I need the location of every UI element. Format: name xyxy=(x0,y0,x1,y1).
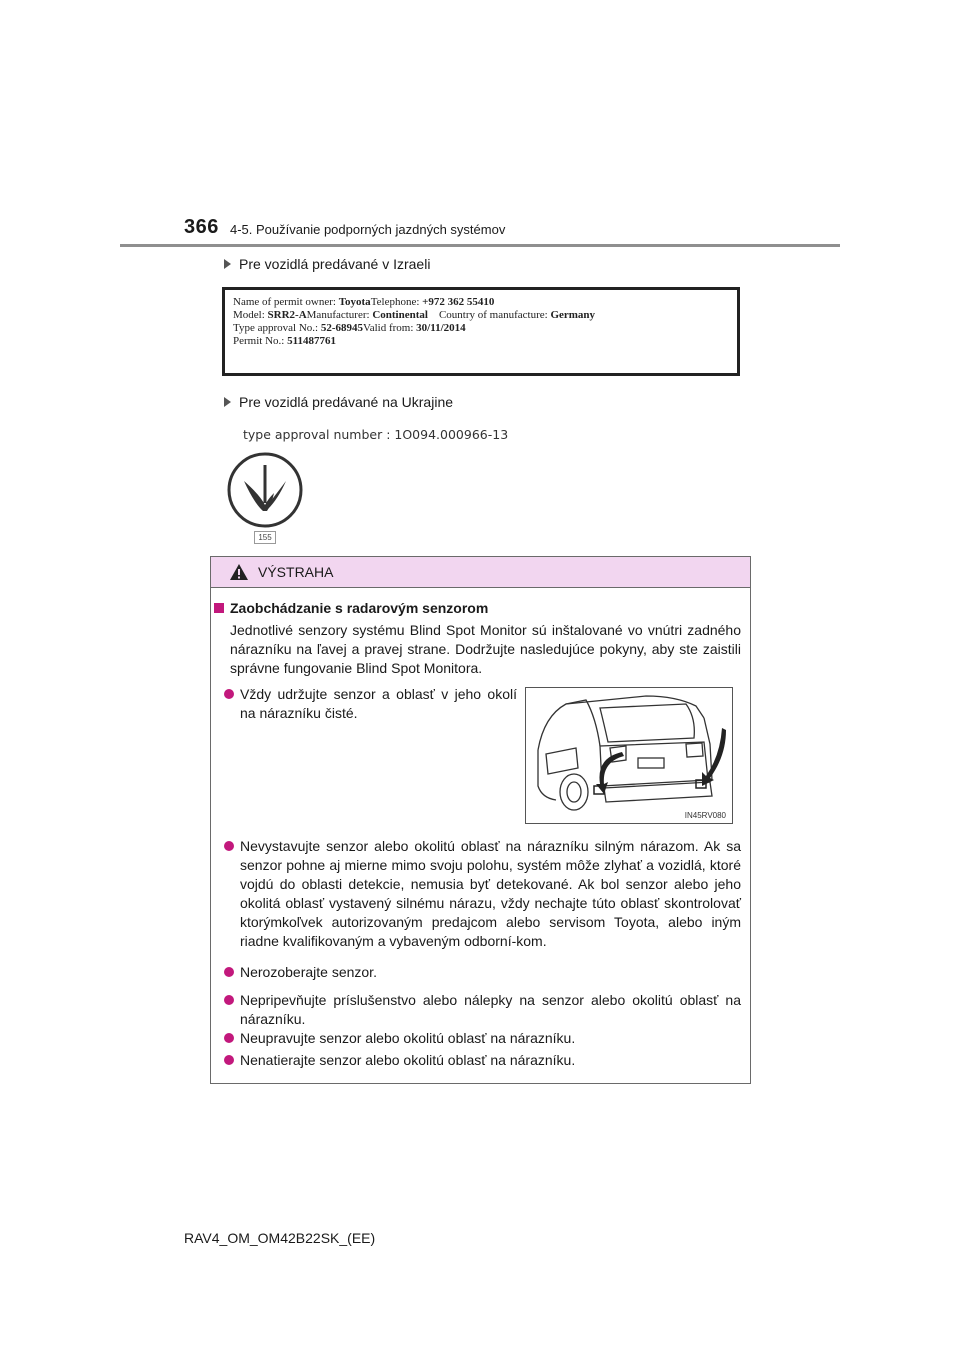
permit-line-approval: Type approval No.: 52-68945Valid from: 30/11/2014 xyxy=(233,322,466,334)
warning-bullet: Nevystavujte senzor alebo okolitú oblasť na nárazníku silným nárazom. Ak sa senzor pohne aj mierne mimo svoju polohu, systém môže zlyhať a vozidlá, ktoré vojdú do oblasti detekcie, nemusia byť detekované. Ak bol senzor alebo jeho okolitá oblasť vystavený silnému nárazu, vždy nechajte túto oblasť skontrolovať ktorýmkoľvek autorizovaným predajcom alebo servisom Toyota, alebo iným riadne kvalifikovaným a vybaveným odborní-kom. xyxy=(224,837,741,951)
permit-line-number: Permit No.: 511487761 xyxy=(233,335,336,347)
page-number: 366 xyxy=(184,216,219,238)
warning-title: Zaobchádzanie s radarovým senzorom xyxy=(214,600,488,616)
warning-intro: Jednotlivé senzory systému Blind Spot Monitor sú inštalované vo vnútri zadného nárazníku na ľavej a pravej strane. Dodržujte nasledujúce pokyny, aby ste zaistili správne fungovanie Blind Spot Monitora. xyxy=(230,622,741,676)
warning-label: VÝSTRAHA xyxy=(258,564,334,580)
israel-heading xyxy=(224,256,430,272)
warning-bullet: Neupravujte senzor alebo okolitú oblasť na nárazníku. xyxy=(224,1029,741,1048)
circle-bullet-icon xyxy=(224,967,234,977)
warning-triangle-icon xyxy=(229,563,249,581)
warning-bullet: Nerozoberajte senzor. xyxy=(224,963,741,982)
header-rule xyxy=(120,244,840,247)
chapter-title: 4-5. Používanie podporných jazdných systémov xyxy=(230,222,506,237)
ukraine-heading-text: Pre vozidlá predávané na Ukrajine xyxy=(239,394,454,410)
warning-bullet: Nepripevňujte príslušenstvo alebo nálepky na senzor alebo okolitú oblasť na nárazníku. xyxy=(224,991,741,1029)
ukraine-type-approval: type approval number : 1O094.000966-13 xyxy=(243,427,509,442)
doc-code: RAV4_OM_OM42B22SK_(EE) xyxy=(184,1230,376,1246)
warning-bullet: Vždy udržujte senzor a oblasť v jeho okolí na nárazníku čisté. xyxy=(224,685,517,723)
circle-bullet-icon xyxy=(224,841,234,851)
ukraine-heading xyxy=(224,394,453,410)
israel-heading-text: Pre vozidlá predávané v Izraeli xyxy=(239,256,431,272)
ukraine-mark-code: 155 xyxy=(254,531,276,544)
triangle-bullet-icon xyxy=(224,259,231,269)
triangle-bullet-icon xyxy=(224,397,231,407)
circle-bullet-icon xyxy=(224,689,234,699)
warning-box xyxy=(210,556,751,1084)
warning-bullet: Nenatierajte senzor alebo okolitú oblasť na nárazníku. xyxy=(224,1051,741,1070)
circle-bullet-icon xyxy=(224,1033,234,1043)
figure-code: IN45RV080 xyxy=(684,811,726,820)
suv-rear-illustration-icon xyxy=(526,688,732,823)
permit-line-model: Model: SRR2-AManufacturer: Continental Country of manufacture: Germany xyxy=(233,309,596,321)
car-rear-sensor-figure xyxy=(525,687,733,824)
permit-line-owner: Name of permit owner: ToyotaTelephone: +972 362 55410 xyxy=(233,296,495,308)
ukraine-conformity-mark-icon xyxy=(226,451,304,529)
square-bullet-icon xyxy=(214,603,224,613)
warning-header xyxy=(211,557,750,588)
circle-bullet-icon xyxy=(224,1055,234,1065)
circle-bullet-icon xyxy=(224,995,234,1005)
permit-label xyxy=(222,287,740,376)
